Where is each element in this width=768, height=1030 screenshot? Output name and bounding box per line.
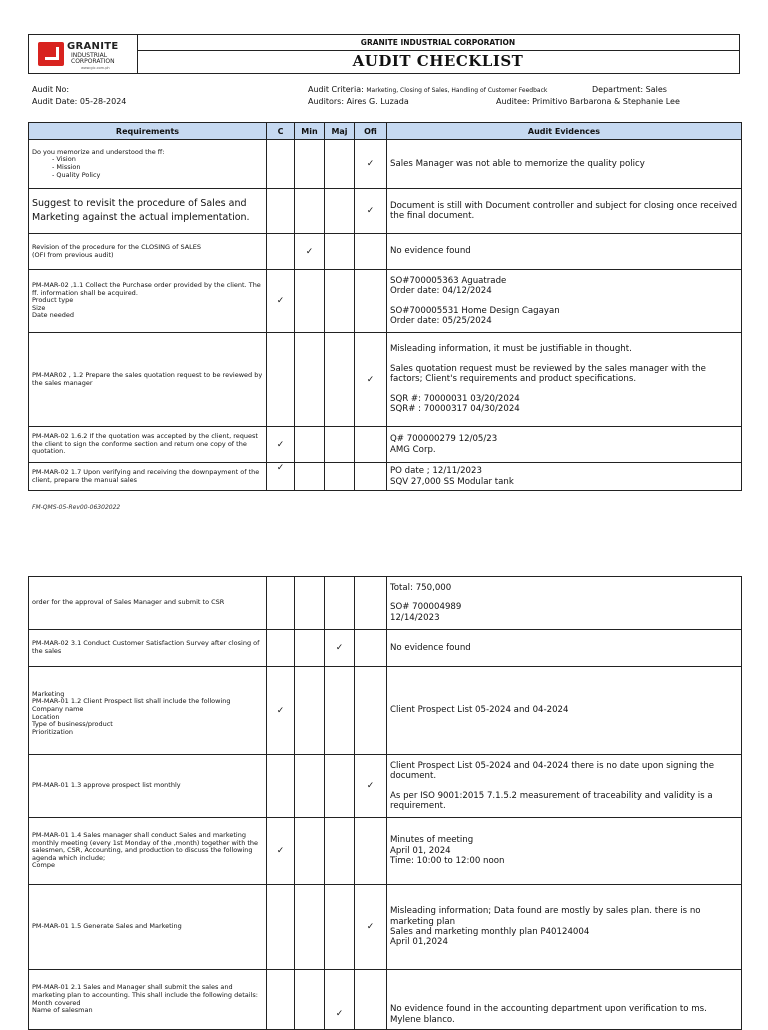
c-cell [267, 189, 295, 234]
auditee: Auditee: Primitivo Barbarona & Stephanie Lee [496, 97, 680, 106]
audit-criteria-value: Marketing, Closing of Sales, Handling of Customer Feedback [366, 87, 548, 94]
maj-cell [325, 270, 355, 333]
evidence-cell: Minutes of meeting April 01, 2024 Time: 10:00 to 12:00 noon [387, 818, 742, 885]
maj-cell [325, 234, 355, 270]
maj-cell [325, 333, 355, 427]
min-cell [295, 818, 325, 885]
min-cell [295, 755, 325, 818]
evidence-cell: No evidence found [387, 234, 742, 270]
checklist-table-2 [28, 576, 742, 1030]
maj-cell [325, 818, 355, 885]
c-cell [267, 234, 295, 270]
requirement-cell: Marketing PM-MAR-01 1.2 Client Prospect list shall include the following Company name Location Type of business/product Prioritization [29, 667, 267, 755]
logo-mark-icon [38, 42, 64, 66]
company-logo [29, 35, 138, 73]
c-check-mark: ✓ [267, 427, 295, 463]
maj-cell [325, 667, 355, 755]
min-cell [295, 189, 325, 234]
requirement-cell: PM-MAR02 , 1.2 Prepare the sales quotation request to be reviewed by the sales manager [29, 333, 267, 427]
c-cell [267, 577, 295, 630]
c-check-mark: ✓ [267, 667, 295, 755]
evidence-cell: Client Prospect List 05-2024 and 04-2024 there is no date upon signing the document. As per ISO 9001:2015 7.1.5.2 measurement of traceability and validity is a requirement. [387, 755, 742, 818]
min-cell [295, 885, 325, 970]
min-check-mark: ✓ [295, 234, 325, 270]
table-row [29, 140, 742, 189]
evidence-cell: No evidence found [387, 630, 742, 667]
table-row [29, 630, 742, 667]
maj-check-mark: ✓ [325, 970, 355, 1030]
requirement-cell: PM-MAR-01 1.4 Sales manager shall conduct Sales and marketing monthly meeting (every 1st Monday of the ,month) together with the salesmen, CSR, Accounting, and production to discuss the following agenda which include; Compe [29, 818, 267, 885]
requirement-cell: PM-MAR-02 1.7 Upon verifying and receiving the downpayment of the client, prepare the manual sales [29, 463, 267, 491]
min-cell [295, 577, 325, 630]
min-cell [295, 333, 325, 427]
c-cell [267, 885, 295, 970]
col-min: Min [295, 123, 325, 140]
maj-check-mark: ✓ [325, 630, 355, 667]
table-row [29, 885, 742, 970]
min-cell [295, 427, 325, 463]
requirement-cell: PM-MAR-01 2.1 Sales and Manager shall submit the sales and marketing plan to accounting. This shall include the following details: Month covered Name of salesman [29, 970, 267, 1030]
ofi-check-mark: ✓ [355, 189, 387, 234]
table-row [29, 755, 742, 818]
table-row [29, 427, 742, 463]
table-header-row [29, 123, 742, 140]
requirement-cell: Revision of the procedure for the CLOSING of SALES (OFI from previous audit) [29, 234, 267, 270]
audit-no: Audit No: [32, 85, 70, 94]
logo-text-3: CORPORATION [71, 58, 115, 65]
c-cell [267, 755, 295, 818]
requirement-cell: Suggest to revisit the procedure of Sales and Marketing against the actual implementation. [29, 189, 267, 234]
maj-cell [325, 140, 355, 189]
maj-cell [325, 463, 355, 491]
evidence-cell: Client Prospect List 05-2024 and 04-2024 [387, 667, 742, 755]
c-cell [267, 333, 295, 427]
ofi-check-mark: ✓ [355, 885, 387, 970]
min-cell [295, 630, 325, 667]
ofi-cell [355, 818, 387, 885]
evidence-cell: Document is still with Document controller and subject for closing once received the final document. [387, 189, 742, 234]
document-title: AUDIT CHECKLIST [352, 52, 524, 70]
evidence-cell: SO#700005363 Aguatrade Order date: 04/12/2024 SO#700005531 Home Design Cagayan Order date: 05/25/2024 [387, 270, 742, 333]
min-cell [295, 970, 325, 1030]
ofi-cell [355, 270, 387, 333]
table-row [29, 818, 742, 885]
maj-cell [325, 427, 355, 463]
table-row [29, 333, 742, 427]
maj-cell [325, 189, 355, 234]
evidence-cell: Misleading information; Data found are mostly by sales plan. there is no marketing plan Sales and marketing monthly plan P40124004 April 01,2024 [387, 885, 742, 970]
c-check-mark: ✓ [267, 818, 295, 885]
ofi-cell [355, 970, 387, 1030]
col-requirements: Requirements [29, 123, 267, 140]
requirement-cell: Do you memorize and understood the ff: - Vision - Mission - Quality Policy [29, 140, 267, 189]
evidence-cell: Q# 700000279 12/05/23 AMG Corp. [387, 427, 742, 463]
col-evidence: Audit Evidences [387, 123, 742, 140]
ofi-check-mark: ✓ [355, 140, 387, 189]
logo-text-4: www.gic.com.ph [81, 66, 110, 70]
requirement-cell: PM-MAR-02 1.6.2 If the quotation was accepted by the client, request the client to sign the conforme section and return one copy of the quotation. [29, 427, 267, 463]
ofi-cell [355, 667, 387, 755]
audit-criteria [308, 85, 547, 94]
checklist-table-1 [28, 122, 742, 491]
table-row [29, 667, 742, 755]
ofi-check-mark: ✓ [355, 333, 387, 427]
col-ofi: Ofi [355, 123, 387, 140]
auditors: Auditors: Aires G. Luzada [308, 97, 409, 106]
col-c: C [267, 123, 295, 140]
c-check-mark: ✓ [267, 270, 295, 333]
logo-text-2: INDUSTRIAL [71, 52, 108, 59]
evidence-cell: Misleading information, it must be justifiable in thought. Sales quotation request must be reviewed by the sales manager with the factors; Client's requirements and product specifications. SQR #: 70000031 03/20/2024 SQR# : 70000317 04/30/2024 [387, 333, 742, 427]
c-cell [267, 140, 295, 189]
c-cell [267, 970, 295, 1030]
requirement-cell: order for the approval of Sales Manager and submit to CSR [29, 577, 267, 630]
table-row [29, 577, 742, 630]
ofi-cell [355, 463, 387, 491]
table-row [29, 189, 742, 234]
audit-criteria-label: Audit Criteria: [308, 85, 364, 94]
c-check-mark: ✓ [267, 463, 295, 491]
ofi-cell [355, 427, 387, 463]
maj-cell [325, 755, 355, 818]
document-header [28, 34, 740, 74]
evidence-cell: Total: 750,000 SO# 700004989 12/14/2023 [387, 577, 742, 630]
requirement-cell: PM-MAR-02 3.1 Conduct Customer Satisfaction Survey after closing of the sales [29, 630, 267, 667]
requirement-cell: PM-MAR-01 1.5 Generate Sales and Marketing [29, 885, 267, 970]
evidence-cell: Sales Manager was not able to memorize the quality policy [387, 140, 742, 189]
ofi-cell [355, 577, 387, 630]
maj-cell [325, 885, 355, 970]
min-cell [295, 270, 325, 333]
maj-cell [325, 577, 355, 630]
table-row [29, 270, 742, 333]
ofi-cell [355, 630, 387, 667]
department: Department: Sales [592, 85, 667, 94]
min-cell [295, 140, 325, 189]
form-code: FM-QMS-05-Rev00-06302022 [32, 504, 121, 511]
evidence-cell: PO date ; 12/11/2023 SQV 27,000 SS Modular tank [387, 463, 742, 491]
requirement-cell: PM-MAR-02 ,1.1 Collect the Purchase order provided by the client. The ff. information shall be acquired. Product type Size Date needed [29, 270, 267, 333]
requirement-cell: PM-MAR-01 1.3 approve prospect list monthly [29, 755, 267, 818]
audit-date: Audit Date: 05-28-2024 [32, 97, 127, 106]
evidence-cell: No evidence found in the accounting department upon verification to ms. Mylene blanco. [387, 970, 742, 1030]
min-cell [295, 463, 325, 491]
min-cell [295, 667, 325, 755]
table-row [29, 970, 742, 1030]
c-cell [267, 630, 295, 667]
company-name: GRANITE INDUSTRIAL CORPORATION [137, 35, 739, 51]
ofi-cell [355, 234, 387, 270]
table-row [29, 234, 742, 270]
logo-text-1: GRANITE [67, 41, 119, 52]
ofi-check-mark: ✓ [355, 755, 387, 818]
table-row [29, 463, 742, 491]
col-maj: Maj [325, 123, 355, 140]
